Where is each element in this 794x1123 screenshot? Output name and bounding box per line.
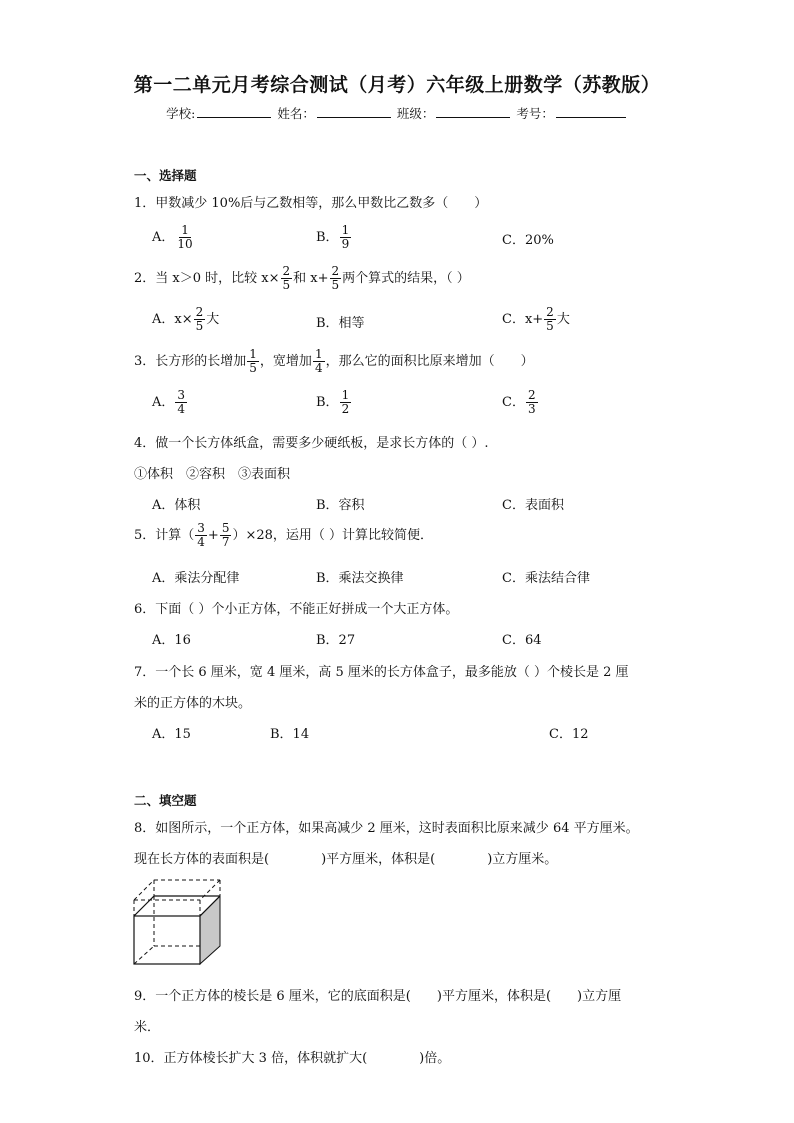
fraction: $\frac{2}{5}$ (195, 305, 204, 333)
q6-option-a: A．16 (152, 633, 191, 648)
fraction: $\frac{1}{4}$ (314, 347, 323, 375)
q1-option-a (152, 224, 196, 251)
fraction: $\frac{2}{5}$ (546, 305, 554, 333)
q4-items: ①体积 ②容积 ③表面积 (134, 467, 291, 482)
number-label: 考号： (516, 106, 554, 121)
q5-option-c: C．乘法结合律 (502, 571, 590, 586)
q8-stem-line2: 现在长方体的表面积是( )平方厘米，体积是( )立方厘米。 (134, 852, 558, 867)
fraction: $\frac{1}{2}$ (341, 388, 350, 416)
fraction: $\frac{2}{3}$ (527, 388, 536, 416)
fraction: $\frac{1}{9}$ (341, 223, 350, 251)
q5-stem: 5．计算（ $\frac{3}{4}$ + $\frac{5}{7}$ ）×28，运用（ ）计算比较简便． (134, 521, 434, 549)
class-blank (436, 105, 510, 118)
name-label: 姓名： (277, 106, 315, 121)
q7-stem-line1: 7．一个长 6 厘米，宽 4 厘米，高 5 厘米的长方体盒子，最多能放（ ）个棱长是 2 厘 (134, 665, 629, 680)
option-label: B． (316, 230, 339, 245)
cuboid-figure (130, 876, 226, 968)
q3-option-a: A． $\frac{3}{4}$ (152, 388, 186, 416)
q8-stem-line1: 8．如图所示，一个正方体，如果高减少 2 厘米，这时表面积比原来减少 64 平方厘米。 (134, 821, 639, 836)
q9-stem-line1: 9．一个正方体的棱长是 6 厘米，它的底面积是( )平方厘米，体积是( )立方厘 (134, 989, 622, 1004)
q7-option-c: C．12 (549, 727, 589, 742)
page-title: 第一二单元月考综合测试（月考）六年级上册数学（苏教版） (133, 74, 661, 96)
q7-option-b: B．14 (270, 727, 310, 742)
fraction: $\frac{1}{5}$ (249, 347, 257, 375)
q3-option-c: C． $\frac{2}{3}$ (502, 388, 536, 416)
school-label: 学校: (166, 106, 196, 121)
q4-option-a: A．体积 (152, 498, 201, 513)
q3-option-b: B． $\frac{1}{2}$ (316, 388, 350, 416)
q4-option-b: B．容积 (316, 498, 365, 513)
q10-stem: 10．正方体棱长扩大 3 倍，体积就扩大( )倍。 (134, 1051, 451, 1066)
q4-option-c: C．表面积 (502, 498, 564, 513)
q1-option-b (316, 224, 352, 251)
q6-option-c: C．64 (502, 633, 542, 648)
section-choice-heading: 一、选择题 (134, 168, 197, 183)
option-label: A． (152, 230, 175, 245)
fraction: $\frac{3}{4}$ (197, 521, 205, 549)
class-label: 班级： (396, 106, 435, 121)
q7-stem-line2: 米的正方体的木块。 (134, 696, 252, 711)
section-fill-heading: 二、填空题 (134, 793, 197, 808)
q5-option-b: B．乘法交换律 (316, 571, 404, 586)
q2-option-b: B．相等 (316, 316, 365, 331)
fraction: $\frac{2}{5}$ (282, 264, 291, 292)
q9-stem-line2: 米． (134, 1020, 161, 1035)
q7-option-a: A．15 (152, 727, 191, 742)
name-blank (317, 105, 391, 118)
q5-option-a: A．乘法分配律 (152, 571, 240, 586)
q1-stem: 1．甲数减少 10%后与乙数相等，那么甲数比乙数多（ ） (134, 196, 488, 211)
student-info-line (0, 104, 794, 122)
fraction: $\frac{2}{5}$ (331, 264, 340, 292)
q2-option-a: A．x× $\frac{2}{5}$ 大 (152, 305, 220, 333)
q3-stem: 3．长方形的长增加 $\frac{1}{5}$ ，宽增加 $\frac{1}{4}$ ，那么它的面积比原来增加（ ） (134, 347, 534, 375)
fraction: $\frac{1}{10}$ (177, 223, 193, 251)
q6-stem: 6．下面（ ）个小正方体，不能正好拼成一个大正方体。 (134, 602, 459, 617)
q2-option-c: C．x+ $\frac{2}{5}$ 大 (502, 305, 570, 333)
school-blank (197, 105, 271, 118)
q6-option-b: B．27 (316, 633, 356, 648)
fraction: $\frac{5}{7}$ (221, 521, 230, 549)
fraction: $\frac{3}{4}$ (177, 388, 186, 416)
q2-stem: 2．当 x＞0 时，比较 x× $\frac{2}{5}$ 和 x+ $\frac{2}{5}$ 两个算式的结果，（ ） (134, 264, 470, 292)
q1-option-c: C．20% (502, 233, 554, 248)
q4-stem: 4．做一个长方体纸盒，需要多少硬纸板，是求长方体的（ ）. (134, 436, 489, 451)
number-blank (556, 105, 626, 118)
